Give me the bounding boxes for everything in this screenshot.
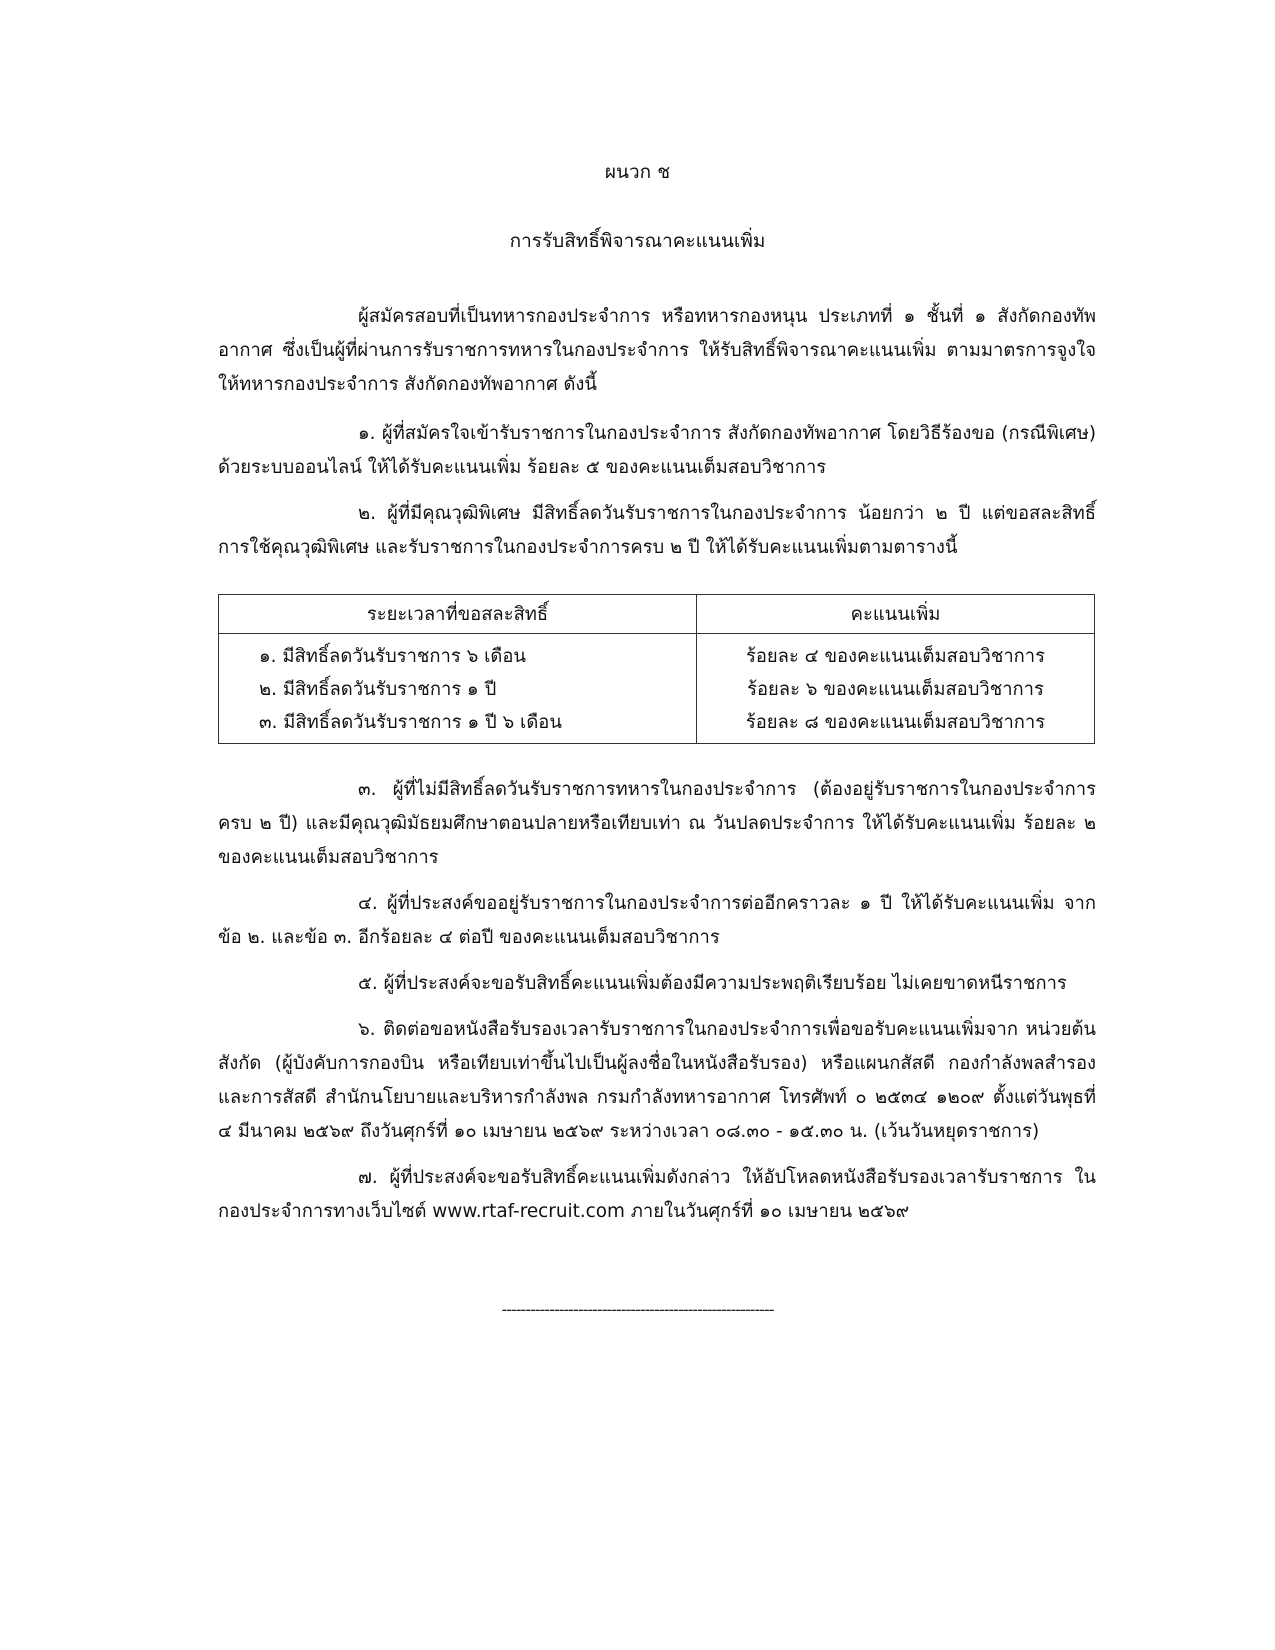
table-cell-period: ๒. มีสิทธิ์ลดวันรับราชการ ๑ ปี xyxy=(219,673,697,706)
item-paragraph-6: ๖. ติดต่อขอหนังสือรับรองเวลารับราชการในกองประจำการเพื่อขอรับคะแนนเพิ่มจาก หน่วยต้นสังกัด (ผู้บังคับการกองบิน หรือเทียบเท่าขึ้นไปเป็นผู้ลงชื่อในหนังสือรับรอง) หรือแผนกสัสดี กองกำลังพลสำรองและการสัสดี สำนักนโยบายและบริหารกำลังพล กรมกำลังทหารอากาศ โทรศัพท์ ๐ ๒๕๓๔ ๑๒๐๙ ตั้งแต่วันพุธที่ ๔ มีนาคม ๒๕๖๙ ถึงวันศุกร์ที่ ๑๐ เมษายน ๒๕๖๙ ระหว่างเวลา ๐๘.๓๐ - ๑๕.๓๐ น. (เว้นวันหยุดราชการ) xyxy=(218,1019,1096,1142)
items-block-2 xyxy=(218,773,1096,1241)
item-paragraph-4: ๔. ผู้ที่ประสงค์ขออยู่รับราชการในกองประจำการต่ออีกคราวละ ๑ ปี ให้ได้รับคะแนนเพิ่ม จากข้อ ๒. และข้อ ๓. อีกร้อยละ ๔ ต่อปี ของคะแนนเต็มสอบวิชาการ xyxy=(218,893,1096,948)
table-row xyxy=(219,673,1094,706)
item-paragraph-5: ๕. ผู้ที่ประสงค์จะขอรับสิทธิ์คะแนนเพิ่มต้องมีความประพฤติเรียบร้อย ไม่เคยขาดหนีราชการ xyxy=(358,973,1067,994)
table-header-bonus: คะแนนเพิ่ม xyxy=(697,595,1095,634)
table-cell-bonus: ร้อยละ ๖ ของคะแนนเต็มสอบวิชาการ xyxy=(747,679,1044,700)
document-title: การรับสิทธิ์พิจารณาคะแนนเพิ่ม xyxy=(509,230,766,252)
table-header-period: ระยะเวลาที่ขอสละสิทธิ์ xyxy=(219,595,697,634)
table-cell-bonus: ร้อยละ ๘ ของคะแนนเต็มสอบวิชาการ xyxy=(745,712,1046,733)
table-cell-bonus: ร้อยละ ๔ ของคะแนนเต็มสอบวิชาการ xyxy=(745,646,1045,667)
intro-block xyxy=(218,300,1096,414)
table-cell-period: ๓. มีสิทธิ์ลดวันรับราชการ ๑ ปี ๖ เดือน xyxy=(219,706,697,743)
table-row xyxy=(219,634,1094,674)
bonus-score-table xyxy=(218,594,1095,744)
item-paragraph-1: ๑. ผู้ที่สมัครใจเข้ารับราชการในกองประจำการ สังกัดกองทัพอากาศ โดยวิธีร้องขอ (กรณีพิเศษ) ด้วยระบบออนไลน์ ให้ได้รับคะแนนเพิ่ม ร้อยละ ๕ ของคะแนนเต็มสอบวิชาการ xyxy=(218,423,1096,478)
item-paragraph-7: ๗. ผู้ที่ประสงค์จะขอรับสิทธิ์คะแนนเพิ่มดังกล่าว ให้อัปโหลดหนังสือรับรองเวลารับราชการ ในกองประจำการทางเว็บไซต์ www.rtaf-recruit.com ภายในวันศุกร์ที่ ๑๐ เมษายน ๒๕๖๙ xyxy=(218,1167,1096,1222)
end-divider: --------------------------------------------------------- xyxy=(501,1300,774,1319)
table-header-row xyxy=(219,595,1094,634)
intro-paragraph: ผู้สมัครสอบที่เป็นทหารกองประจำการ หรือทหารกองหนุน ประเภทที่ ๑ ชั้นที่ ๑ สังกัดกองทัพอากาศ ซึ่งเป็นผู้ที่ผ่านการรับราชการทหารในกองประจำการ ให้รับสิทธิ์พิจารณาคะแนนเพิ่ม ตามมาตรการจูงใจให้ทหารกองประจำการ สังกัดกองทัพอากาศ ดังนี้ xyxy=(218,306,1096,395)
annex-label: ผนวก ช xyxy=(604,161,671,183)
item-paragraph-2: ๒. ผู้ที่มีคุณวุฒิพิเศษ มีสิทธิ์ลดวันรับราชการในกองประจำการ น้อยกว่า ๒ ปี แต่ขอสละสิทธิ์ การใช้คุณวุฒิพิเศษ และรับราชการในกองประจำการครบ ๒ ปี ให้ได้รับคะแนนเพิ่มตามตารางนี้ xyxy=(218,503,1097,558)
table-row xyxy=(219,706,1094,743)
item-paragraph-3: ๓. ผู้ที่ไม่มีสิทธิ์ลดวันรับราชการทหารในกองประจำการ (ต้องอยู่รับราชการในกองประจำการ ครบ ๒ ปี) และมีคุณวุฒิมัธยมศึกษาตอนปลายหรือเทียบเท่า ณ วันปลดประจำการ ให้ได้รับคะแนนเพิ่ม ร้อยละ ๒ ของคะแนนเต็มสอบวิชาการ xyxy=(218,779,1096,868)
items-block-1 xyxy=(218,417,1096,577)
table-cell-period: ๑. มีสิทธิ์ลดวันรับราชการ ๖ เดือน xyxy=(219,634,697,674)
